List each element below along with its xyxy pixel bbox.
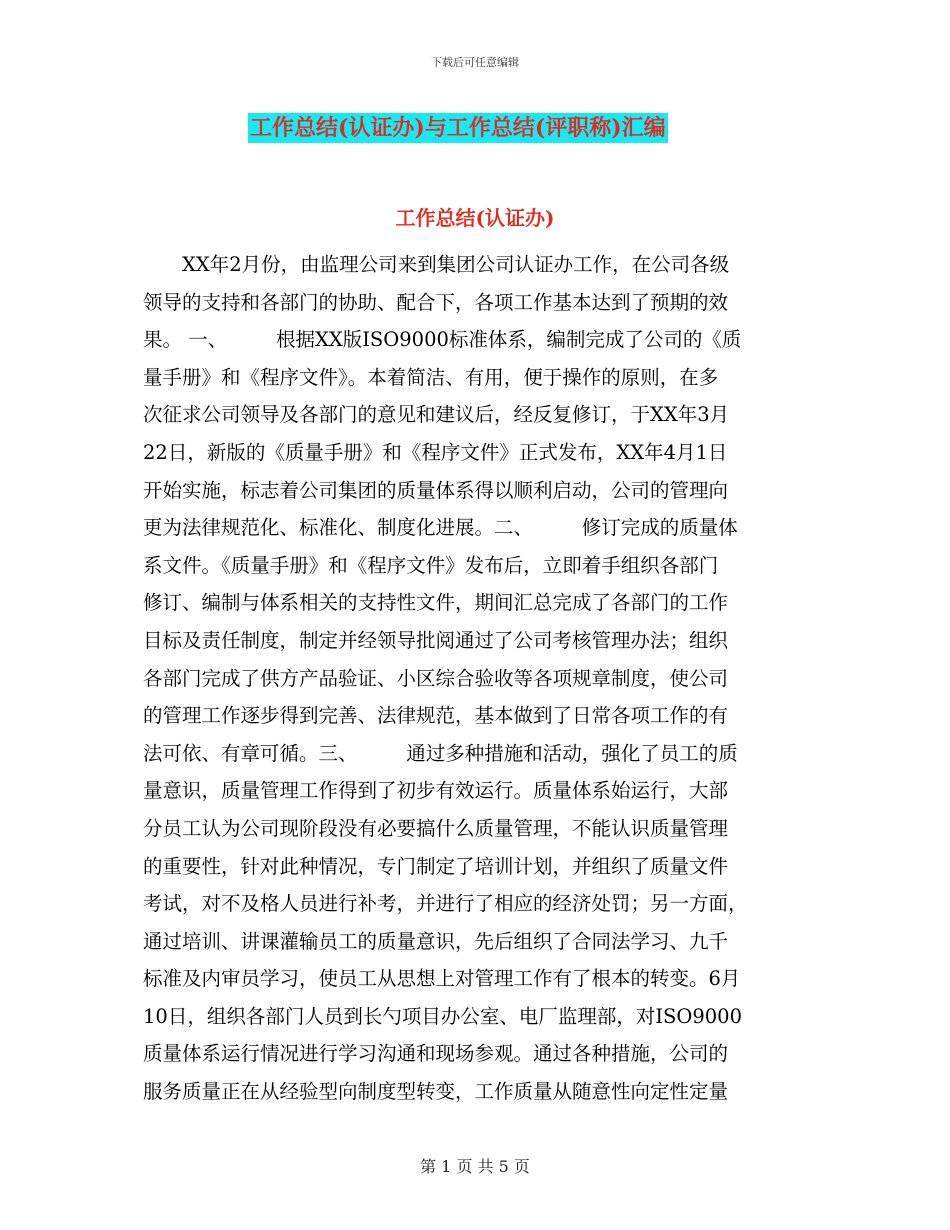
body-line: 各部门完成了供方产品验证、小区综合验收等各项规章制度，使公司 xyxy=(143,666,729,690)
body-line: 更为法律规范化、标准化、制度化进展。二、 修订完成的质量体 xyxy=(143,516,738,540)
body-line: 服务质量正在从经验型向制度型转变，工作质量从随意性向定性定量 xyxy=(143,1080,729,1104)
body-text xyxy=(143,250,809,1115)
section-title: 工作总结(认证办) xyxy=(395,206,555,230)
body-line: 系文件。《质量手册》和《程序文件》发布后，立即着手组织各部门 xyxy=(143,553,719,577)
body-line: 量意识，质量管理工作得到了初步有效运行。质量体系始运行，大部 xyxy=(143,779,729,803)
body-line: 22日，新版的《质量手册》和《程序文件》正式发布，XX年4月1日 xyxy=(143,440,728,464)
body-line: 考试，对不及格人员进行补考，并进行了相应的经济处罚；另一方面， xyxy=(143,892,748,916)
body-line: 次征求公司领导及各部门的意见和建议后，经反复修订，于XX年3月 xyxy=(143,403,730,427)
header-note: 下载后可任意编辑 xyxy=(431,56,519,69)
body-line: 开始实施，标志着公司集团的质量体系得以顺利启动，公司的管理向 xyxy=(143,478,729,502)
body-line: 分员工认为公司现阶段没有必要搞什么质量管理，不能认识质量管理 xyxy=(143,816,729,840)
body-line: 目标及责任制度，制定并经领导批阅通过了公司考核管理办法；组织 xyxy=(143,628,729,652)
body-line: 修订、编制与体系相关的支持性文件，期间汇总完成了各部门的工作 xyxy=(143,591,729,615)
body-line: 的管理工作逐步得到完善、法律规范，基本做到了日常各项工作的有 xyxy=(143,704,729,728)
body-line: 通过培训、讲课灌输员工的质量意识，先后组织了合同法学习、九千 xyxy=(143,929,729,953)
body-line: 10日，组织各部门人员到长勺项目办公室、电厂监理部，对ISO9000 xyxy=(143,1004,742,1028)
body-line: 法可依、有章可循。三、 通过多种措施和活动，强化了员工的质 xyxy=(143,741,738,765)
body-line: XX年2月份，由监理公司来到集团公司认证办工作，在公司各级 xyxy=(143,253,730,276)
document-title: 工作总结(认证办)与工作总结(评职称)汇编 xyxy=(250,115,666,141)
body-line: 质量体系运行情况进行学习沟通和现场参观。通过各种措施，公司的 xyxy=(143,1042,729,1066)
body-line: 领导的支持和各部门的协助、配合下，各项工作基本达到了预期的效 xyxy=(143,290,729,314)
body-line: 量手册》和《程序文件》。本着简洁、有用，便于操作的原则，在多 xyxy=(143,365,719,389)
body-line: 果。 一、 根据XX版ISO9000标准体系，编制完成了公司的《质 xyxy=(143,328,742,352)
body-line: 标准及内审员学习，使员工从思想上对管理工作有了根本的转变。6月 xyxy=(143,967,741,991)
body-line: 的重要性，针对此种情况，专门制定了培训计划，并组织了质量文件 xyxy=(143,854,729,878)
page-footer: 第 1 页 共 5 页 xyxy=(420,1157,530,1176)
